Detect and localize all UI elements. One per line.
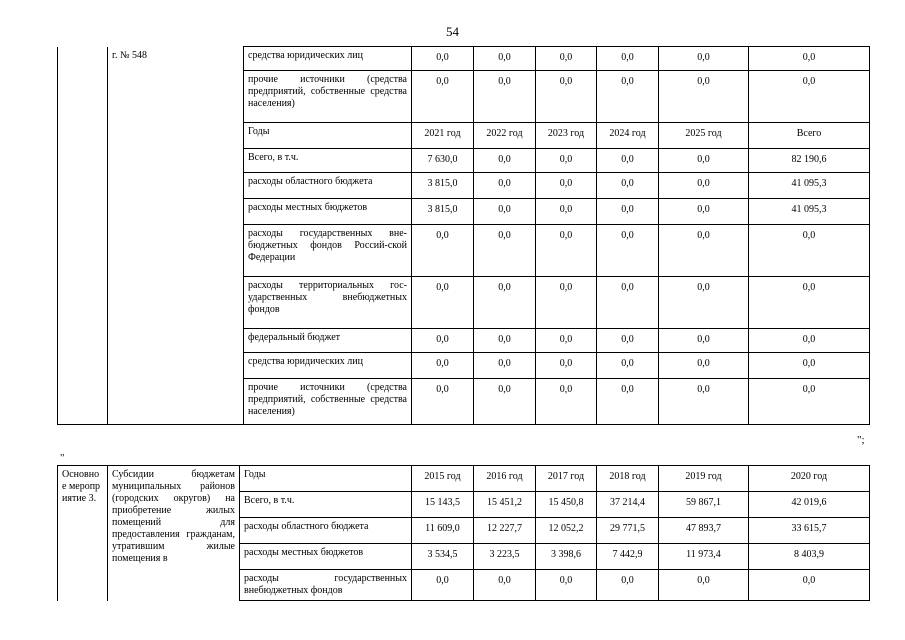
row-label: Всего, в т.ч.	[244, 149, 412, 173]
value-cell: 0,0	[749, 47, 870, 71]
value-cell: 47 893,7	[659, 518, 749, 544]
value-cell: 0,0	[474, 329, 536, 353]
value-cell: 0,0	[412, 225, 474, 277]
value-cell: 0,0	[474, 199, 536, 225]
value-cell: 0,0	[659, 353, 749, 379]
value-cell: 0,0	[536, 149, 597, 173]
value-cell: 12 052,2	[536, 518, 597, 544]
value-cell: 0,0	[412, 379, 474, 425]
value-cell: 37 214,4	[597, 492, 659, 518]
row-label: расходы государственных вне-бюджетных фондов Россий-ской Федерации	[244, 225, 412, 277]
opening-quote: "	[60, 452, 65, 464]
value-cell: 0,0	[597, 149, 659, 173]
row-label: расходы областного бюджета	[240, 518, 412, 544]
value-cell: 0,0	[749, 570, 870, 601]
value-cell: 41 095,3	[749, 173, 870, 199]
value-cell: 41 095,3	[749, 199, 870, 225]
value-cell: 0,0	[474, 277, 536, 329]
row-label: Годы	[244, 123, 412, 149]
value-cell: 0,0	[597, 173, 659, 199]
funding-table-top	[57, 46, 870, 425]
value-cell: 15 450,8	[536, 492, 597, 518]
value-cell: 2025 год	[659, 123, 749, 149]
value-cell: 2021 год	[412, 123, 474, 149]
row-label: Годы	[240, 466, 412, 492]
value-cell: 3 534,5	[412, 544, 474, 570]
value-cell: 3 223,5	[474, 544, 536, 570]
table-row	[58, 466, 870, 492]
value-cell: 0,0	[412, 71, 474, 123]
value-cell: 0,0	[536, 277, 597, 329]
value-cell: 0,0	[749, 71, 870, 123]
value-cell: 0,0	[597, 71, 659, 123]
value-cell: 3 398,6	[536, 544, 597, 570]
value-cell: 0,0	[536, 47, 597, 71]
value-cell: 0,0	[659, 199, 749, 225]
value-cell: Всего	[749, 123, 870, 149]
row-label: средства юридических лиц	[244, 47, 412, 71]
value-cell: 0,0	[597, 379, 659, 425]
value-cell: 7 630,0	[412, 149, 474, 173]
value-cell: 2016 год	[474, 466, 536, 492]
value-cell: 0,0	[536, 225, 597, 277]
value-cell: 2022 год	[474, 123, 536, 149]
value-cell: 0,0	[749, 353, 870, 379]
funding-table-bottom	[57, 465, 870, 601]
value-cell: 82 190,6	[749, 149, 870, 173]
value-cell: 0,0	[412, 47, 474, 71]
value-cell: 2018 год	[597, 466, 659, 492]
row-label: Всего, в т.ч.	[240, 492, 412, 518]
value-cell: 11 609,0	[412, 518, 474, 544]
value-cell: 2019 год	[659, 466, 749, 492]
value-cell: 0,0	[659, 379, 749, 425]
value-cell: 0,0	[659, 71, 749, 123]
value-cell: 0,0	[749, 277, 870, 329]
closing-quote: ";	[857, 434, 865, 446]
table-row	[58, 47, 870, 71]
value-cell: 0,0	[659, 173, 749, 199]
value-cell: 0,0	[597, 47, 659, 71]
row-label: федеральный бюджет	[244, 329, 412, 353]
value-cell: 0,0	[536, 353, 597, 379]
row-label: прочие источники (средства предприятий, собственные средства населения)	[244, 71, 412, 123]
value-cell: 0,0	[597, 570, 659, 601]
value-cell: 3 815,0	[412, 173, 474, 199]
value-cell: 0,0	[536, 199, 597, 225]
value-cell: 0,0	[412, 329, 474, 353]
value-cell: 15 143,5	[412, 492, 474, 518]
row-label: расходы государственных внебюджетных фондов	[240, 570, 412, 601]
value-cell: 0,0	[749, 329, 870, 353]
value-cell: 3 815,0	[412, 199, 474, 225]
value-cell: 0,0	[536, 173, 597, 199]
value-cell: 0,0	[474, 71, 536, 123]
value-cell: 0,0	[749, 225, 870, 277]
row-label: средства юридических лиц	[244, 353, 412, 379]
value-cell: 0,0	[474, 353, 536, 379]
value-cell: 0,0	[474, 225, 536, 277]
row-label: прочие источники (средства предприятий, собственные средства населения)	[244, 379, 412, 425]
activity-cell	[58, 47, 108, 425]
value-cell: 59 867,1	[659, 492, 749, 518]
value-cell: 0,0	[659, 225, 749, 277]
value-cell: 2020 год	[749, 466, 870, 492]
value-cell: 0,0	[597, 199, 659, 225]
value-cell: 0,0	[659, 149, 749, 173]
value-cell: 33 615,7	[749, 518, 870, 544]
value-cell: 0,0	[659, 570, 749, 601]
value-cell: 0,0	[659, 329, 749, 353]
value-cell: 0,0	[474, 47, 536, 71]
row-label: расходы областного бюджета	[244, 173, 412, 199]
value-cell: 29 771,5	[597, 518, 659, 544]
value-cell: 2015 год	[412, 466, 474, 492]
value-cell: 0,0	[474, 173, 536, 199]
value-cell: 8 403,9	[749, 544, 870, 570]
value-cell: 0,0	[597, 353, 659, 379]
value-cell: 2023 год	[536, 123, 597, 149]
value-cell: 2024 год	[597, 123, 659, 149]
value-cell: 42 019,6	[749, 492, 870, 518]
value-cell: 12 227,7	[474, 518, 536, 544]
value-cell: 7 442,9	[597, 544, 659, 570]
value-cell: 0,0	[749, 379, 870, 425]
value-cell: 0,0	[536, 570, 597, 601]
page-number: 54	[446, 24, 459, 39]
row-label: расходы местных бюджетов	[240, 544, 412, 570]
value-cell: 0,0	[474, 379, 536, 425]
value-cell: 0,0	[474, 570, 536, 601]
program-reference: г. № 548	[108, 47, 244, 425]
activity-description: Субсидии бюджетам муниципальных районов (городских округов) на приобретение жилых помещений для предоставления гражданам, утратившим жилые помещения в	[108, 466, 240, 601]
row-label: расходы территориальных гос-ударственных внебюджетных фондов	[244, 277, 412, 329]
value-cell: 0,0	[536, 71, 597, 123]
value-cell: 0,0	[536, 329, 597, 353]
value-cell: 0,0	[659, 277, 749, 329]
value-cell: 0,0	[412, 277, 474, 329]
value-cell: 0,0	[597, 225, 659, 277]
value-cell: 0,0	[412, 353, 474, 379]
value-cell: 0,0	[474, 149, 536, 173]
value-cell: 0,0	[597, 277, 659, 329]
value-cell: 0,0	[597, 329, 659, 353]
activity-cell: Основное мероприятие 3.	[58, 466, 108, 601]
value-cell: 11 973,4	[659, 544, 749, 570]
row-label: расходы местных бюджетов	[244, 199, 412, 225]
value-cell: 0,0	[536, 379, 597, 425]
value-cell: 15 451,2	[474, 492, 536, 518]
value-cell: 2017 год	[536, 466, 597, 492]
value-cell: 0,0	[659, 47, 749, 71]
value-cell: 0,0	[412, 570, 474, 601]
